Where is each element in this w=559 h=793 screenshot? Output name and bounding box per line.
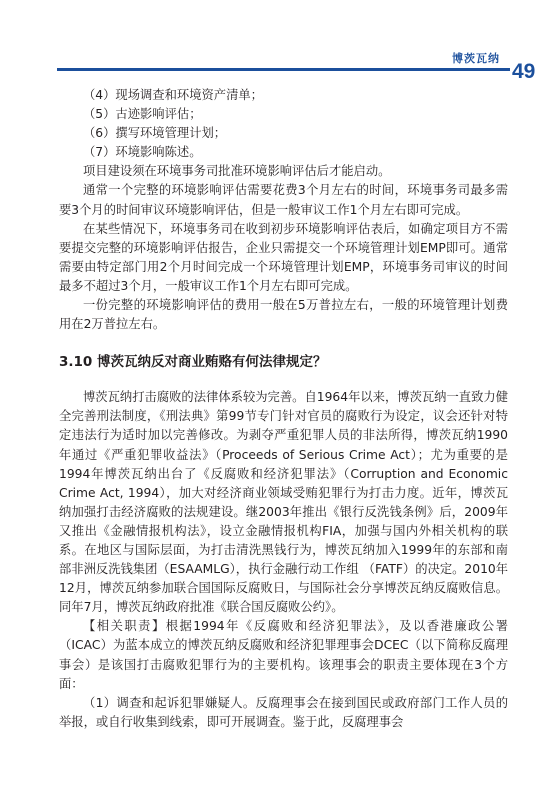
page-number: 49 [512, 60, 536, 83]
page-body [59, 86, 508, 732]
list-item: （5）古迹影响评估； [83, 107, 202, 122]
paragraph: 在某些情况下，环境事务司在收到初步环境影响评估表后，如确定项目方不需要提交完整的环境影响评估报告，企业只需提交一个环境管理计划EMP即可。通常需要由特定部门用2个月时间完成一个环境管理计划EMP，环境事务司审议的时间最多不超过3个月，一般审议工作1个月左右即可完成。 [59, 221, 508, 293]
paragraph: 一份完整的环境影响评估的费用一般在5万普拉左右，一般的环境管理计划费用在2万普拉左右。 [59, 298, 508, 332]
list-item: （4）现场调查和环境资产清单； [83, 88, 263, 102]
list-item: （7）环境影响陈述。 [83, 145, 202, 160]
paragraph: 博茨瓦纳打击腐败的法律体系较为完善。自1964年以来，博茨瓦纳一直致力健全完善刑法制度，《刑法典》第99节专门针对官员的腐败行为设定，议会还针对特定违法行为适时加以完善修改。为剥夺严重犯罪人员的非法所得，博茨瓦纳1990年通过《严重犯罪收益法》（Proceeds of Serious Crime Act）；尤为重要的是1994年博茨瓦纳出台了《反腐败和经济犯罪法》（Corruption and Economic Crime Act, 1994），加大对经济商业领域受贿犯罪行为打击力度。近年，博茨瓦纳加强打击经济腐败的法规建设。继2003年推出《银行反洗钱条例》后，2009年又推出《金融情报机构法》，设立金融情报机构FIA，加强与国内外相关机构的联系。在地区与国际层面，为打击清洗黑钱行为，博茨瓦纳加入1999年的东部和南部非洲反洗钱集团（ESAAMLG），执行金融行动工作组 （FATF）的决定。2010年12月，博茨瓦纳参加联合国国际反腐败日，与国际社会分享博茨瓦纳反腐败信息。同年7月，博茨瓦纳政府批准《联合国反腐败公约》。 [59, 390, 509, 615]
running-header-section-label: 博茨瓦纳 [452, 52, 500, 65]
list-item: （6）撰写环境管理计划； [83, 126, 227, 141]
section-heading: 3.10 博茨瓦纳反对商业贿赂有何法律规定？ [59, 354, 327, 371]
paragraph: 【相关职责】根据1994年《反腐败和经济犯罪法》，及以香港廉政公署（ICAC）为蓝本成立的博茨瓦纳反腐败和经济犯罪理事会DCEC（以下简称反腐理事会）是该国打击腐败犯罪行为的主要机构。该理事会的职责主要体现在3个方面： [59, 619, 508, 691]
header-rule [57, 68, 510, 71]
paragraph: 项目建设须在环境事务司批准环境影响评估后才能启动。 [83, 164, 391, 179]
paragraph: 通常一个完整的环境影响评估需要花费3个月左右的时间，环境事务司最多需要3个月的时间审议环境影响评估，但是一般审议工作1个月左右即可完成。 [59, 183, 508, 217]
paragraph: （1）调查和起诉犯罪嫌疑人。反腐理事会在接到国民或政府部门工作人员的举报，或自行收集到线索，即可开展调查。鉴于此，反腐理事会 [59, 695, 508, 729]
